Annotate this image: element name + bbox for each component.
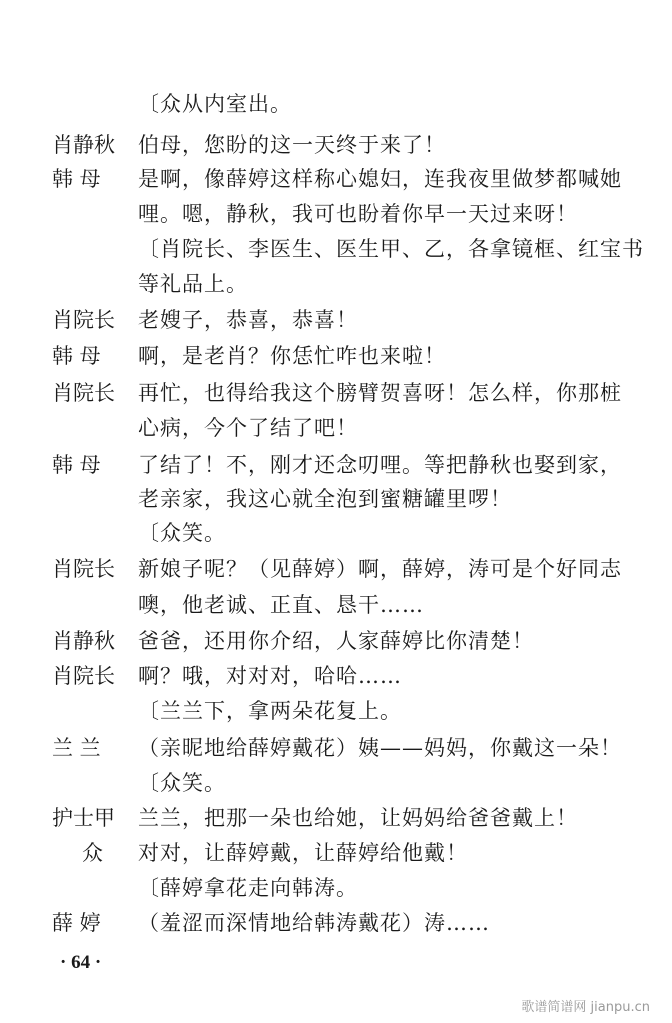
line-text: 再忙，也得给我这个膀臂贺喜呀！怎么样，你那桩 (138, 381, 622, 405)
dialogue-line (0, 552, 672, 586)
page-number: · 64 · (60, 952, 102, 973)
speaker-name: 肖院长 (52, 381, 115, 405)
dialogue-line (0, 801, 672, 835)
dialogue-line (0, 659, 672, 693)
line-text: （羞涩而深情地给韩涛戴花）涛…… (138, 911, 490, 935)
watermark-text: 歌谱简谱网 jianpu.cn (521, 1000, 650, 1015)
dialogue-line (0, 624, 672, 658)
dialogue-continuation (0, 588, 672, 622)
line-text: 啊，是老肖？你恁忙咋也来啦！ (138, 344, 446, 368)
speaker-name: 韩 母 (52, 344, 101, 368)
line-text: 老亲家，我这心就全泡到蜜糖罐里啰！ (138, 487, 512, 511)
speaker-name: 肖院长 (52, 308, 115, 332)
line-text: 〔薛婷拿花走向韩涛。 (138, 876, 358, 900)
speaker-name: 肖院长 (52, 664, 115, 688)
line-text: 是啊，像薛婷这样称心媳妇，连我夜里做梦都喊她 (138, 167, 622, 191)
speaker-name: 众 (82, 841, 103, 865)
stage-direction (0, 87, 672, 121)
dialogue-line (0, 162, 672, 196)
dialogue-continuation (0, 411, 672, 445)
line-text: 爸爸，还用你介绍，人家薛婷比你清楚！ (138, 629, 534, 653)
line-text: （亲昵地给薛婷戴花）姨——妈妈，你戴这一朵！ (138, 736, 622, 760)
dialogue-line (0, 128, 672, 162)
line-text: 〔兰兰下，拿两朵花复上。 (138, 699, 402, 723)
line-text: 〔众笑。 (138, 521, 226, 545)
stage-direction (0, 516, 672, 550)
line-text: 老嫂子，恭喜，恭喜！ (138, 308, 358, 332)
speaker-name: 薛 婷 (52, 911, 101, 935)
dialogue-line (0, 731, 672, 765)
line-text: 啊？哦，对对对，哈哈…… (138, 664, 402, 688)
dialogue-line (0, 339, 672, 373)
line-text: 对对，让薛婷戴，让薛婷给他戴！ (138, 841, 468, 865)
dialogue-continuation (0, 197, 672, 231)
line-text: 兰兰，把那一朵也给她，让妈妈给爸爸戴上！ (138, 806, 578, 830)
line-text: 伯母，您盼的这一天终于来了！ (138, 133, 446, 157)
speaker-name: 护士甲 (52, 806, 115, 830)
line-text: 〔众笑。 (138, 771, 226, 795)
line-text: 〔肖院长、李医生、医生甲、乙，各拿镜框、红宝书 (138, 237, 644, 261)
speaker-name: 肖静秋 (52, 133, 115, 157)
line-text: 〔众从内室出。 (138, 92, 292, 116)
dialogue-line (0, 906, 672, 940)
line-text: 等礼品上。 (138, 272, 248, 296)
dialogue-line (0, 376, 672, 410)
dialogue-line (0, 303, 672, 337)
line-text: 新娘子呢？（见薛婷）啊，薛婷，涛可是个好同志 (138, 557, 622, 581)
stage-direction (0, 871, 672, 905)
dialogue-continuation (0, 482, 672, 516)
speaker-name: 兰 兰 (52, 736, 101, 760)
line-text: 心病，今个了结了吧！ (138, 416, 358, 440)
speaker-name: 肖静秋 (52, 629, 115, 653)
stage-direction-continuation (0, 267, 672, 301)
stage-direction (0, 766, 672, 800)
line-text: 了结了！不，刚才还念叨哩。等把静秋也娶到家， (138, 453, 622, 477)
stage-direction (0, 232, 672, 266)
dialogue-line (0, 448, 672, 482)
line-text: 噢，他老诚、正直、恳干…… (138, 593, 424, 617)
speaker-name: 韩 母 (52, 167, 101, 191)
line-text: 哩。嗯，静秋，我可也盼着你早一天过来呀！ (138, 202, 578, 226)
speaker-name: 韩 母 (52, 453, 101, 477)
speaker-name: 肖院长 (52, 557, 115, 581)
dialogue-line (0, 836, 672, 870)
stage-direction (0, 694, 672, 728)
